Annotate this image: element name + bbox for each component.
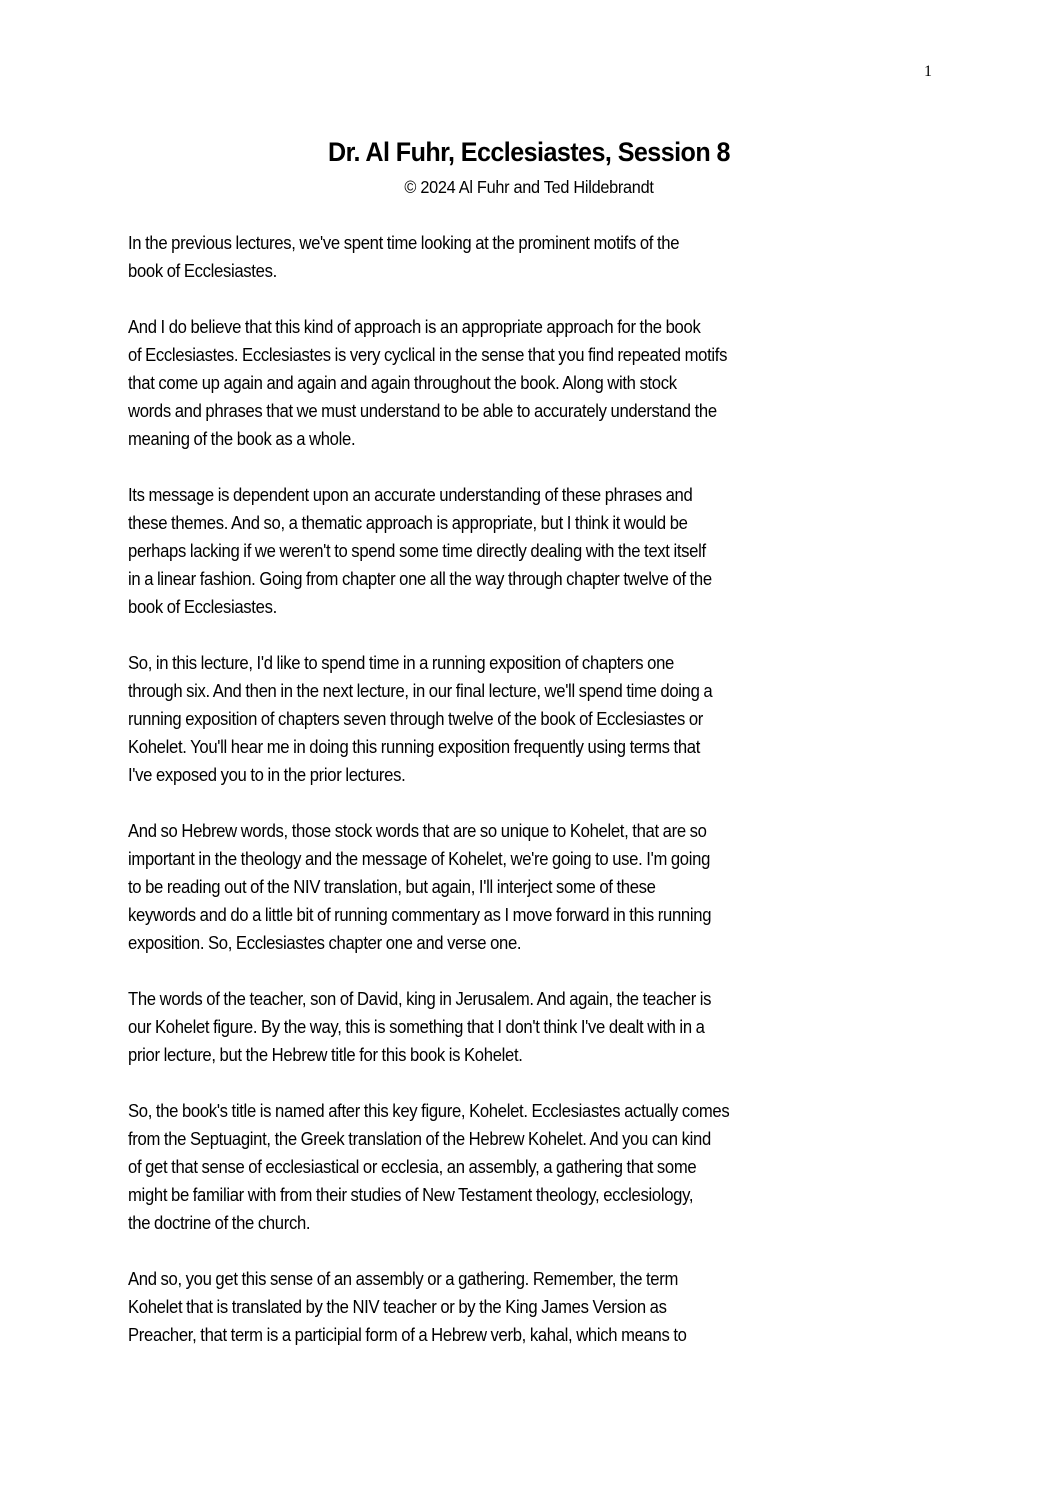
text-line: keywords and do a little bit of running commentary as I move forward in this running	[128, 904, 712, 925]
text-line: prior lecture, but the Hebrew title for this book is Kohelet.	[128, 1044, 523, 1065]
text-line: book of Ecclesiastes.	[128, 260, 277, 281]
paragraph-8	[128, 1265, 948, 1349]
text-line: of get that sense of ecclesiastical or ecclesia, an assembly, a gathering that some	[128, 1156, 697, 1177]
text-line: Preacher, that term is a participial form of a Hebrew verb, kahal, which means to	[128, 1324, 687, 1345]
paragraph-1	[128, 229, 948, 285]
document-body	[128, 229, 948, 1377]
text-line: the doctrine of the church.	[128, 1212, 311, 1233]
paragraph-5	[128, 817, 948, 957]
text-line: Its message is dependent upon an accurate understanding of these phrases and	[128, 484, 693, 505]
text-line: And so Hebrew words, those stock words that are so unique to Kohelet, that are so	[128, 820, 707, 841]
text-line: through six. And then in the next lecture, in our final lecture, we'll spend time doing a	[128, 680, 713, 701]
text-line: of Ecclesiastes. Ecclesiastes is very cyclical in the sense that you find repeated motifs	[128, 344, 728, 365]
text-line: exposition. So, Ecclesiastes chapter one and verse one.	[128, 932, 522, 953]
paragraph-7	[128, 1097, 948, 1237]
paragraph-4	[128, 649, 948, 789]
page-number: 1	[924, 63, 932, 80]
text-line: And so, you get this sense of an assembly or a gathering. Remember, the term	[128, 1268, 679, 1289]
text-line: these themes. And so, a thematic approach is appropriate, but I think it would be	[128, 512, 688, 533]
text-line: Kohelet that is translated by the NIV teacher or by the King James Version as	[128, 1296, 667, 1317]
text-line: that come up again and again and again throughout the book. Along with stock	[128, 372, 677, 393]
text-line: book of Ecclesiastes.	[128, 596, 277, 617]
text-line: from the Septuagint, the Greek translation of the Hebrew Kohelet. And you can kind	[128, 1128, 711, 1149]
text-line: important in the theology and the message of Kohelet, we're going to use. I'm going	[128, 848, 711, 869]
text-line: So, the book's title is named after this key figure, Kohelet. Ecclesiastes actually comes	[128, 1100, 730, 1121]
text-line: to be reading out of the NIV translation, but again, I'll interject some of these	[128, 876, 656, 897]
text-line: In the previous lectures, we've spent time looking at the prominent motifs of the	[128, 232, 680, 253]
text-line: Kohelet. You'll hear me in doing this running exposition frequently using terms that	[128, 736, 701, 757]
text-line: The words of the teacher, son of David, king in Jerusalem. And again, the teacher is	[128, 988, 712, 1009]
text-line: So, in this lecture, I'd like to spend time in a running exposition of chapters one	[128, 652, 674, 673]
text-line: might be familiar with from their studies of New Testament theology, ecclesiology,	[128, 1184, 694, 1205]
copyright-line: © 2024 Al Fuhr and Ted Hildebrandt	[404, 177, 654, 197]
text-line: words and phrases that we must understand to be able to accurately understand the	[128, 400, 717, 421]
paragraph-6	[128, 985, 948, 1069]
text-line: our Kohelet figure. By the way, this is something that I don't think I've dealt with in a	[128, 1016, 705, 1037]
paragraph-3	[128, 481, 948, 621]
text-line: in a linear fashion. Going from chapter one all the way through chapter twelve of the	[128, 568, 712, 589]
text-line: And I do believe that this kind of approach is an appropriate approach for the book	[128, 316, 701, 337]
document-title: Dr. Al Fuhr, Ecclesiastes, Session 8	[328, 137, 730, 167]
text-line: meaning of the book as a whole.	[128, 428, 356, 449]
text-line: perhaps lacking if we weren't to spend some time directly dealing with the text itself	[128, 540, 706, 561]
text-line: I've exposed you to in the prior lectures.	[128, 764, 406, 785]
paragraph-2	[128, 313, 948, 453]
text-line: running exposition of chapters seven through twelve of the book of Ecclesiastes or	[128, 708, 704, 729]
